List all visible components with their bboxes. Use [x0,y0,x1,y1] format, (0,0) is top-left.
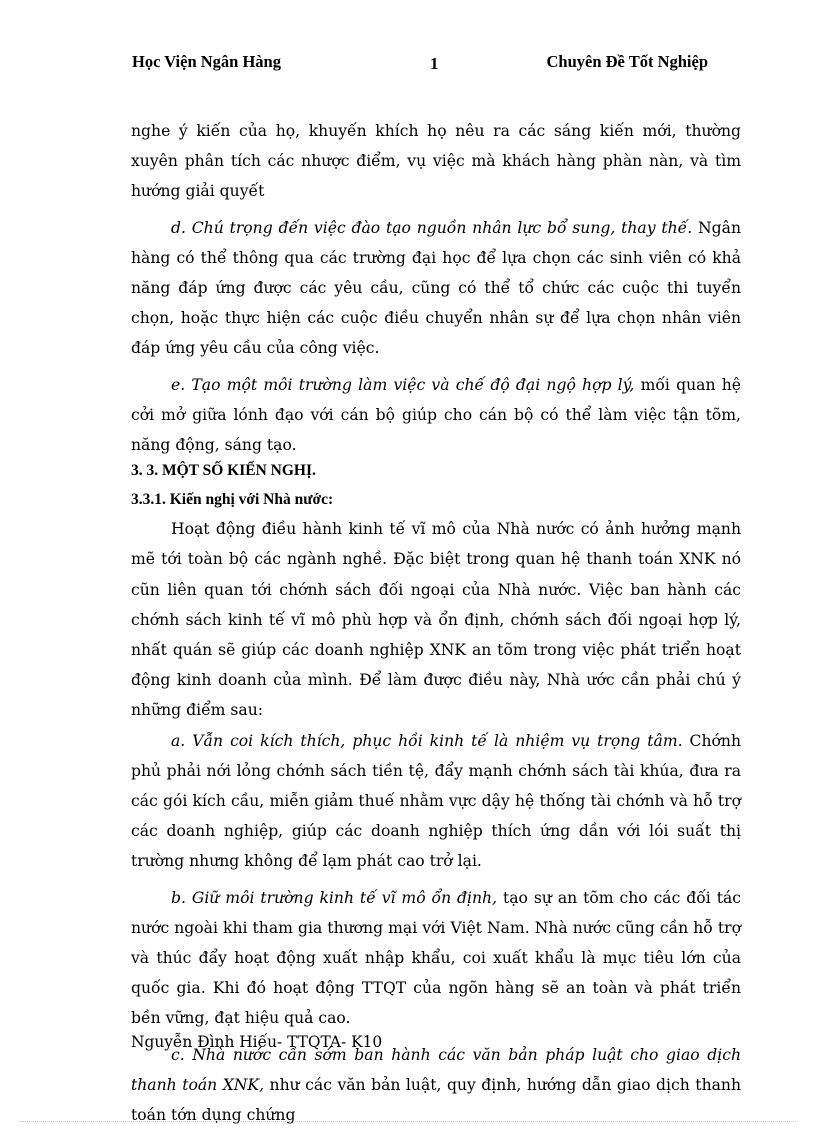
item-a-text: Chớnh phủ phải nới lỏng chớnh sách tiền tệ, đẩy mạnh chớnh sách tài khúa, đưa ra các gói kích cầu, miễn giảm thuế nhằm vực dậy hệ thống tài chớnh và hỗ trợ các doanh nghiệp, giúp các doanh nghiệp thích ứng dần với lói suất thị trường nhưng không để lạm phát cao trở lại. [131,731,742,871]
document-body [131,116,741,1130]
item-d-title: d. Chú trọng đến việc đào tạo nguồn nhân lực bổ sung, thay thế. [171,218,693,237]
paragraph-continuation: nghe ý kiến của họ, khuyến khích họ nêu ra các sáng kiến mới, thường xuyên phân tích các nhược điểm, vụ việc mà khách hàng phàn nàn, và tìm hướng giải quyết [131,122,741,201]
paragraph-item-c [131,1040,741,1130]
page-edge-divider [20,1121,796,1122]
item-c-text: như các văn bản luật, quy định, hướng dẫn giao dịch thanh toán tớn dụng chứng [131,1075,741,1125]
page-footer: Nguyễn Đình Hiếu- TTQTA- K10 [131,1033,383,1051]
page-number: 1 [430,54,439,73]
item-b-text: tạo sự an tõm cho các đối tác nước ngoài khi tham gia thương mại với Việt Nam. Nhà nước cũng cần hỗ trợ và thúc đẩy hoạt động xuất nhập khẩu, coi xuất khẩu là mục tiêu lớn của quốc gia. Khi đó hoạt động TTQT của ngõn hàng sẽ an toàn và phát triển bền vững, đạt hiệu quả cao. [131,888,741,1028]
item-d-text: Ngân hàng có thể thông qua các trường đại học để lựa chọn các sinh viên có khả năng đáp ứng được các yêu cầu, cũng có thể tổ chức các cuộc thi tuyển chọn, hoặc thực hiện các cuộc điều chuyển nhân sự để lựa chọn nhân viên đáp ứng yêu cầu của công việc. [131,218,741,358]
item-e-text: mối quan hệ cởi mở giữa lónh đạo với cán bộ giúp cho cán bộ có thể làm việc tận tõm, năng động, sáng tạo. [131,375,741,455]
page-header [132,50,712,78]
item-c-title: c. Nhà nước cần sớm ban hành các văn bản pháp luật cho giao dịch thanh toán XNK, [131,1045,741,1094]
section-heading-3-3-1: 3.3.1. Kiến nghị với Nhà nước: [131,491,334,509]
item-b-title: b. Giữ môi trường kinh tế vĩ mô ổn định, [171,888,498,907]
paragraph-item-d [131,213,741,364]
paragraph-intro: Hoạt động điều hành kinh tế vĩ mô của Nhà nước có ảnh hưởng mạnh mẽ tới toàn bộ các ngành nghề. Đặc biệt trong quan hệ thanh toán XNK nó cũn liên quan tới chớnh sách đối ngoại của Nhà nước. Việc ban hành các chớnh sách kinh tế vĩ mô phù hợp và ổn định, chớnh sách đối ngoại hợp lý, nhất quán sẽ giúp các doanh nghiệp XNK an tõm trong việc phát triển hoạt động kinh doanh của mình. Để làm được điều này, Nhà ước cần phải chú ý những điểm sau: [131,520,741,720]
item-e-title: e. Tạo một môi trường làm việc và chế độ đại ngộ hợp lý, [171,375,635,394]
header-document-type: Chuyên Đề Tốt Nghiệp [546,52,708,71]
paragraph-item-e [131,370,741,461]
section-heading-3-3: 3. 3. MỘT SỐ KIẾN NGHỊ. [131,462,316,480]
header-institution: Học Viện Ngân Hàng [132,52,281,71]
paragraph-item-b [131,883,741,1034]
paragraph-item-a [131,726,741,877]
item-a-title: a. Vẫn coi kích thích, phục hồi kinh tế là nhiệm vụ trọng tâm. [171,731,683,750]
